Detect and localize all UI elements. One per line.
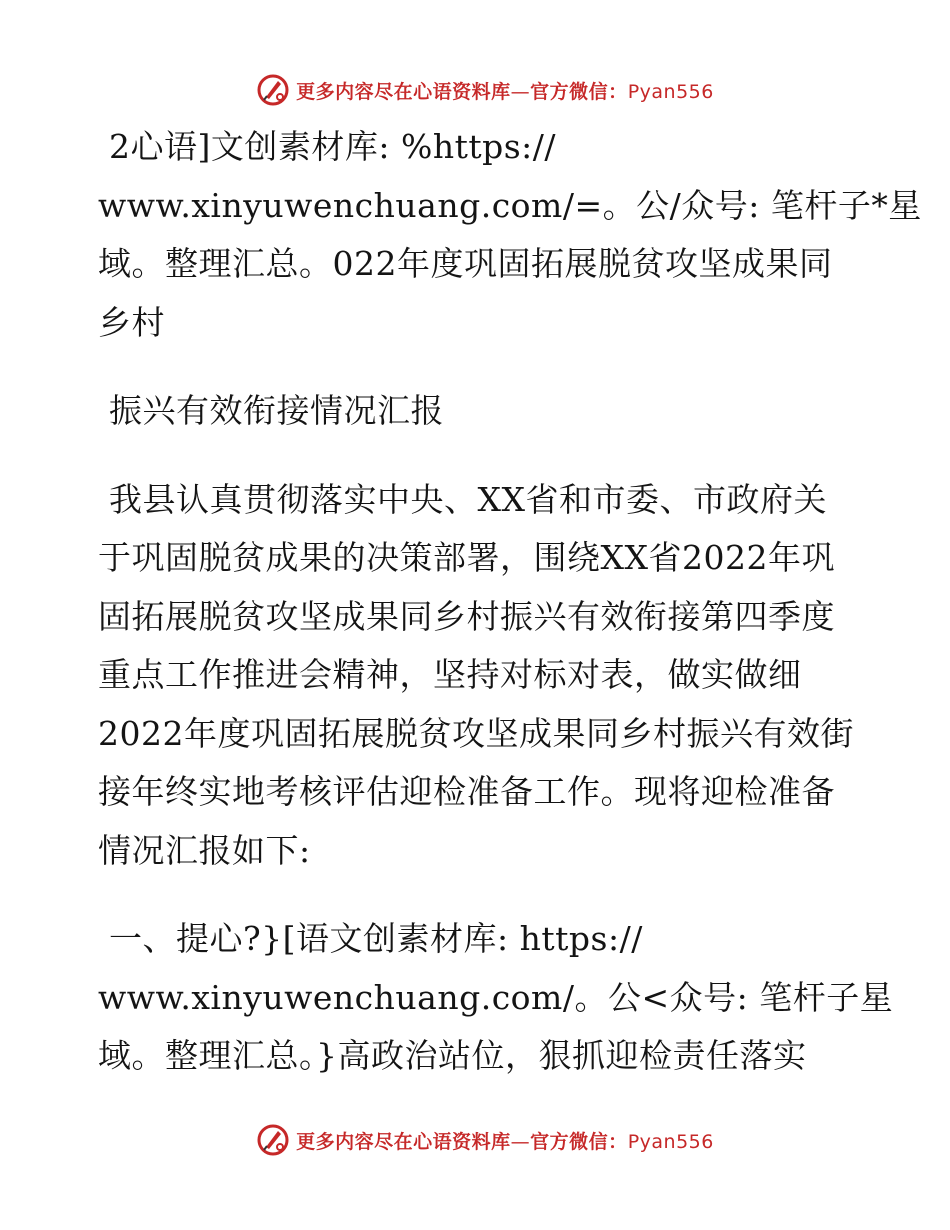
text-line: 固拓展脱贫攻坚成果同乡村振兴有效衔接第四季度 xyxy=(98,596,835,636)
paragraph-gap xyxy=(98,441,888,471)
footer-banner-text xyxy=(296,1127,714,1154)
paragraph-1 xyxy=(98,118,922,352)
footer-wechat-id: Pyan556 xyxy=(627,1130,714,1153)
text-line: 2022年度巩固拓展脱贫攻坚成果同乡村振兴有效街 xyxy=(98,713,854,753)
text-line: 接年终实地考核评估迎检准备工作。现将迎检准备 xyxy=(98,772,835,811)
text-line: 情况汇报如下: xyxy=(98,830,311,870)
text-line: 我县认真贯彻落实中央、XX省和市委、市政府关 xyxy=(98,479,827,519)
footer-separator: — xyxy=(510,1130,531,1153)
section-heading: 振兴有效衔接情况汇报 xyxy=(98,391,444,430)
quill-pen-logo-icon xyxy=(256,73,290,107)
paragraph-3 xyxy=(98,471,888,881)
text-line: 重点工作推进会精神，坚持对标对表，做实做细 xyxy=(98,655,802,694)
text-line: 一、提心?}[语文创素材库: https:// xyxy=(98,919,643,958)
header-banner-inner xyxy=(256,73,714,107)
text-line: www.xinyuwenchuang.com/=。公/众号: 笔杆子*星 xyxy=(98,185,922,225)
header-banner-text xyxy=(296,77,714,104)
paragraph-gap xyxy=(98,880,888,910)
paragraph-2 xyxy=(98,382,888,441)
text-line: 2心语]文创素材库: %https:// xyxy=(98,127,557,166)
quill-pen-logo-icon xyxy=(256,1123,290,1157)
header-banner xyxy=(0,70,950,110)
text-line: 乡村 xyxy=(98,302,165,342)
header-wechat-id: Pyan556 xyxy=(627,80,714,103)
header-brand-text: 更多内容尽在心语资料库 xyxy=(296,80,511,103)
text-line: 于巩固脱贫成果的决策部署，围绕XX省2022年巩 xyxy=(98,538,835,577)
paragraph-4 xyxy=(98,910,894,1086)
footer-brand-text: 更多内容尽在心语资料库 xyxy=(296,1130,511,1153)
footer-official-text: 官方微信： xyxy=(530,1130,628,1153)
document-body xyxy=(98,118,922,1086)
header-separator: — xyxy=(510,80,531,103)
text-line: 域。整理汇总。}高政治站位，狠抓迎检责任落实 xyxy=(98,1036,807,1075)
header-official-text: 官方微信： xyxy=(530,80,628,103)
footer-banner xyxy=(0,1120,950,1160)
text-line: 域。整理汇总。022年度巩固拓展脱贫攻坚成果同 xyxy=(98,244,833,283)
paragraph-gap xyxy=(98,352,888,382)
footer-banner-inner xyxy=(256,1123,714,1157)
text-line: www.xinyuwenchuang.com/。公<众号: 笔杆子星 xyxy=(98,977,894,1017)
